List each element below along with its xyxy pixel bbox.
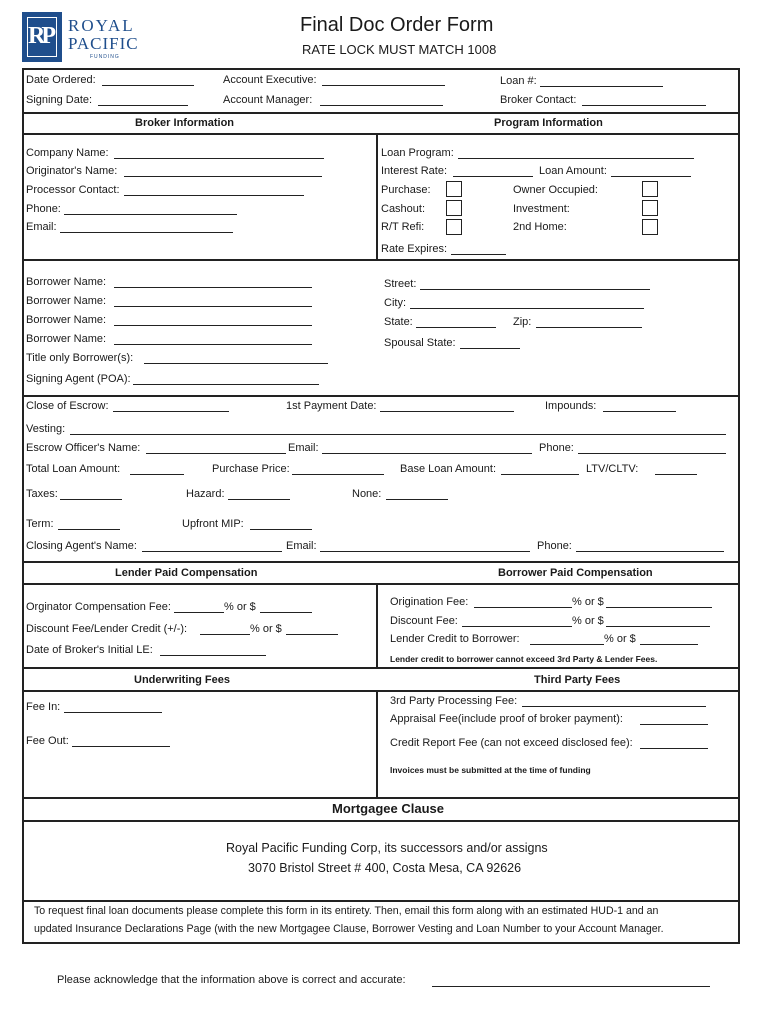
lender-credit-note: Lender credit to borrower cannot exceed 3rd Party & Lender Fees.: [390, 654, 658, 664]
originator-comp-fee-label: Orginator Compensation Fee:: [26, 601, 171, 613]
first-payment-date-field[interactable]: [380, 411, 514, 412]
date-initial-le-label: Date of Broker's Initial LE:: [26, 644, 153, 656]
purchase-price-field[interactable]: [292, 474, 384, 475]
loan-program-field[interactable]: [458, 158, 694, 159]
originator-comp-fee-amt-field[interactable]: [260, 612, 312, 613]
originator-comp-fee-pct-field[interactable]: [174, 612, 224, 613]
spousal-state-field[interactable]: [460, 348, 520, 349]
closing-agent-name-label: Closing Agent's Name:: [26, 540, 137, 552]
pct-or-label: % or $: [224, 601, 256, 613]
discount-fee-pct-field[interactable]: [200, 634, 250, 635]
term-label: Term:: [26, 518, 54, 530]
company-name-label: Company Name:: [26, 147, 109, 159]
escrow-phone-field[interactable]: [578, 453, 726, 454]
upfront-mip-label: Upfront MIP:: [182, 518, 244, 530]
owner-occupied-checkbox[interactable]: [642, 181, 658, 197]
taxes-field[interactable]: [60, 499, 122, 500]
loan-number-field[interactable]: [540, 86, 663, 87]
cashout-checkbox[interactable]: [446, 200, 462, 216]
closing-email-field[interactable]: [320, 551, 530, 552]
rate-expires-label: Rate Expires:: [381, 243, 448, 255]
loan-program-label: Loan Program:: [381, 147, 454, 159]
logo-pacific: PACIFIC: [68, 34, 139, 53]
second-home-label: 2nd Home:: [513, 221, 567, 233]
street-label: Street:: [384, 278, 417, 290]
vesting-label: Vesting:: [26, 423, 66, 435]
mortgagee-line-1: Royal Pacific Funding Corp, its successors and/or assigns: [226, 841, 548, 855]
borrower-name-field[interactable]: [114, 344, 312, 345]
broker-email-field[interactable]: [60, 232, 233, 233]
account-manager-field[interactable]: [320, 105, 443, 106]
cashout-label: Cashout:: [381, 203, 426, 215]
date-ordered-label: Date Ordered:: [26, 74, 96, 86]
fee-out-label: Fee Out:: [26, 735, 69, 747]
zip-label: Zip:: [513, 316, 532, 328]
account-executive-field[interactable]: [322, 85, 445, 86]
appraisal-fee-field[interactable]: [640, 724, 708, 725]
origination-fee-amt-field[interactable]: [606, 607, 712, 608]
divider: [22, 561, 738, 563]
date-ordered-field[interactable]: [102, 85, 194, 86]
loan-amount-label: Loan Amount:: [539, 165, 607, 177]
lender-credit-pct-field[interactable]: [530, 644, 604, 645]
divider: [22, 667, 738, 669]
second-home-checkbox[interactable]: [642, 219, 658, 235]
divider: [22, 112, 738, 114]
acknowledge-signature-field[interactable]: [432, 986, 710, 987]
signing-agent-field[interactable]: [133, 384, 319, 385]
rate-expires-field[interactable]: [451, 254, 506, 255]
ltv-cltv-field[interactable]: [655, 474, 697, 475]
page-subtitle: RATE LOCK MUST MATCH 1008: [302, 42, 497, 57]
borrower-name-field[interactable]: [114, 287, 312, 288]
closing-phone-label: Phone:: [537, 540, 572, 552]
divider: [22, 690, 738, 692]
instructions-line-1: To request final loan documents please complete this form in its entirety. Then, email this form along with an estimated HUD-1 and an: [34, 905, 659, 917]
purchase-price-label: Purchase Price:: [212, 463, 290, 475]
program-info-header: Program Information: [494, 117, 603, 129]
spousal-state-label: Spousal State:: [384, 337, 456, 349]
state-label: State:: [384, 316, 413, 328]
appraisal-fee-label: Appraisal Fee(include proof of broker payment):: [390, 713, 623, 725]
vesting-field[interactable]: [70, 434, 726, 435]
hazard-field[interactable]: [228, 499, 290, 500]
borrower-name-label: Borrower Name:: [26, 314, 107, 326]
borrower-discount-fee-label: Discount Fee:: [390, 615, 458, 627]
purchase-checkbox[interactable]: [446, 181, 462, 197]
upfront-mip-field[interactable]: [250, 529, 312, 530]
discount-fee-amt-field[interactable]: [286, 634, 338, 635]
processing-fee-label: 3rd Party Processing Fee:: [390, 695, 518, 707]
logo-monogram: RP: [22, 12, 62, 62]
broker-phone-label: Phone:: [26, 203, 61, 215]
impounds-field[interactable]: [603, 411, 676, 412]
origination-fee-label: Origination Fee:: [390, 596, 469, 608]
fee-out-field[interactable]: [72, 746, 170, 747]
rt-refi-label: R/T Refi:: [381, 221, 425, 233]
city-field[interactable]: [410, 308, 644, 309]
close-of-escrow-field[interactable]: [113, 411, 229, 412]
ltv-cltv-label: LTV/CLTV:: [586, 463, 639, 475]
interest-rate-field[interactable]: [453, 176, 533, 177]
invoices-note: Invoices must be submitted at the time of funding: [390, 765, 591, 775]
escrow-officer-name-field[interactable]: [146, 453, 286, 454]
closing-email-label: Email:: [286, 540, 317, 552]
divider: [22, 797, 738, 799]
mortgagee-header: Mortgagee Clause: [332, 801, 444, 816]
fee-in-label: Fee In:: [26, 701, 61, 713]
broker-contact-label: Broker Contact:: [500, 94, 577, 106]
divider: [22, 820, 738, 822]
borrower-name-field[interactable]: [114, 325, 312, 326]
escrow-email-label: Email:: [288, 442, 319, 454]
pct-or-label: % or $: [250, 623, 282, 635]
acknowledge-label: Please acknowledge that the information above is correct and accurate:: [57, 974, 406, 986]
borrower-name-label: Borrower Name:: [26, 276, 107, 288]
pct-or-label: % or $: [572, 596, 604, 608]
borrower-name-label: Borrower Name:: [26, 295, 107, 307]
base-loan-amount-field[interactable]: [501, 474, 579, 475]
closing-phone-field[interactable]: [576, 551, 724, 552]
loan-number-label: Loan #:: [500, 75, 537, 87]
account-manager-label: Account Manager:: [223, 94, 313, 106]
discount-fee-label: Discount Fee/Lender Credit (+/-):: [26, 623, 188, 635]
broker-phone-field[interactable]: [64, 214, 237, 215]
instructions-line-2: updated Insurance Declarations Page (with the new Mortgagee Clause, Borrower Vesting and Loan Number to your Account Manager.: [34, 923, 664, 935]
escrow-email-field[interactable]: [322, 453, 532, 454]
company-name-field[interactable]: [114, 158, 324, 159]
borrower-comp-header: Borrower Paid Compensation: [498, 567, 653, 579]
borrower-name-label: Borrower Name:: [26, 333, 107, 345]
impounds-label: Impounds:: [545, 400, 597, 412]
term-field[interactable]: [58, 529, 120, 530]
closing-agent-name-field[interactable]: [142, 551, 282, 552]
investment-checkbox[interactable]: [642, 200, 658, 216]
rt-refi-checkbox[interactable]: [446, 219, 462, 235]
total-loan-amount-field[interactable]: [130, 474, 184, 475]
pct-or-label: % or $: [604, 633, 636, 645]
originator-name-label: Originator's Name:: [26, 165, 118, 177]
divider: [22, 900, 738, 902]
credit-report-fee-field[interactable]: [640, 748, 708, 749]
hazard-label: Hazard:: [186, 488, 225, 500]
none-field[interactable]: [386, 499, 448, 500]
underwriting-header: Underwriting Fees: [134, 674, 230, 686]
fee-in-field[interactable]: [64, 712, 162, 713]
borrower-discount-fee-pct-field[interactable]: [462, 626, 572, 627]
divider: [22, 583, 738, 585]
logo-royal: ROYAL: [68, 16, 135, 35]
close-of-escrow-label: Close of Escrow:: [26, 400, 109, 412]
logo-funding: FUNDING: [90, 54, 120, 60]
base-loan-amount-label: Base Loan Amount:: [400, 463, 497, 475]
zip-field[interactable]: [536, 327, 642, 328]
owner-occupied-label: Owner Occupied:: [513, 184, 598, 196]
origination-fee-pct-field[interactable]: [474, 607, 572, 608]
lender-credit-amt-field[interactable]: [640, 644, 698, 645]
divider: [22, 133, 738, 135]
date-initial-le-field[interactable]: [160, 655, 266, 656]
title-only-borrower-field[interactable]: [144, 363, 328, 364]
divider: [22, 259, 738, 261]
originator-name-field[interactable]: [124, 176, 322, 177]
third-party-header: Third Party Fees: [534, 674, 621, 686]
title-only-borrower-label: Title only Borrower(s):: [26, 352, 134, 364]
taxes-label: Taxes:: [26, 488, 58, 500]
escrow-officer-name-label: Escrow Officer's Name:: [26, 442, 141, 454]
column-divider: [376, 133, 378, 260]
mortgagee-line-2: 3070 Bristol Street # 400, Costa Mesa, CA 92626: [248, 861, 522, 875]
loan-amount-field[interactable]: [611, 176, 691, 177]
processor-contact-field[interactable]: [124, 195, 304, 196]
column-divider: [376, 690, 378, 797]
processor-contact-label: Processor Contact:: [26, 184, 120, 196]
account-executive-label: Account Executive:: [223, 74, 317, 86]
borrower-name-field[interactable]: [114, 306, 312, 307]
column-divider: [376, 583, 378, 668]
first-payment-date-label: 1st Payment Date:: [286, 400, 377, 412]
broker-email-label: Email:: [26, 221, 57, 233]
broker-contact-field[interactable]: [582, 105, 706, 106]
escrow-phone-label: Phone:: [539, 442, 574, 454]
divider: [22, 395, 738, 397]
signing-date-field[interactable]: [98, 105, 188, 106]
city-label: City:: [384, 297, 406, 309]
total-loan-amount-label: Total Loan Amount:: [26, 463, 121, 475]
pct-or-label: % or $: [572, 615, 604, 627]
broker-info-header: Broker Information: [135, 117, 235, 129]
borrower-discount-fee-amt-field[interactable]: [606, 626, 710, 627]
street-field[interactable]: [420, 289, 650, 290]
investment-label: Investment:: [513, 203, 570, 215]
lender-comp-header: Lender Paid Compensation: [115, 567, 258, 579]
credit-report-fee-label: Credit Report Fee (can not exceed disclosed fee):: [390, 737, 633, 749]
page-title: Final Doc Order Form: [300, 14, 494, 36]
state-field[interactable]: [416, 327, 496, 328]
none-label: None:: [352, 488, 382, 500]
interest-rate-label: Interest Rate:: [381, 165, 448, 177]
company-logo: [22, 12, 140, 62]
processing-fee-field[interactable]: [522, 706, 706, 707]
purchase-label: Purchase:: [381, 184, 431, 196]
signing-date-label: Signing Date:: [26, 94, 93, 106]
signing-agent-label: Signing Agent (POA):: [26, 373, 131, 385]
lender-credit-label: Lender Credit to Borrower:: [390, 633, 520, 645]
